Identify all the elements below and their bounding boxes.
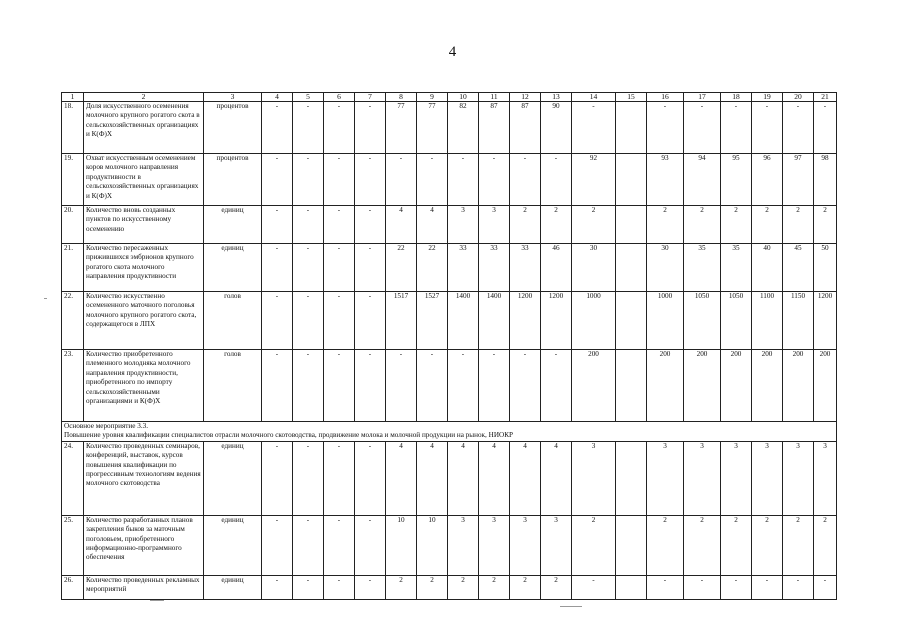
unit-cell: единиц [204,515,262,575]
value-cell: 33 [448,244,479,292]
value-cell: - [262,350,293,422]
header-cell: 19 [752,93,783,102]
header-cell: 21 [814,93,837,102]
value-cell: 4 [417,441,448,515]
value-cell: - [324,206,355,244]
row-number: 18. [62,102,84,154]
value-cell: - [479,154,510,206]
value-cell: - [293,206,324,244]
value-cell: - [386,350,417,422]
value-cell: 87 [479,102,510,154]
value-cell: 77 [417,102,448,154]
value-cell: - [541,154,572,206]
value-cell: 30 [572,244,616,292]
value-cell: 2 [510,575,541,599]
value-cell: - [417,154,448,206]
header-cell: 5 [293,93,324,102]
value-cell: 87 [510,102,541,154]
section-title: Основное мероприятие 3.3. [64,422,149,430]
value-cell: 10 [386,515,417,575]
header-cell: 20 [783,93,814,102]
value-cell: 2 [647,206,684,244]
value-cell: 98 [814,154,837,206]
value-cell: 1150 [783,292,814,350]
value-cell: 1517 [386,292,417,350]
value-cell: 4 [417,206,448,244]
row-number: 23. [62,350,84,422]
table-row [62,575,837,599]
unit-cell: единиц [204,441,262,515]
value-cell: 92 [572,154,616,206]
value-cell: - [324,102,355,154]
value-cell: - [355,244,386,292]
value-cell: 3 [647,441,684,515]
value-cell: - [355,575,386,599]
value-cell: - [355,350,386,422]
scan-artifact [150,600,164,601]
value-cell: - [479,350,510,422]
value-cell [616,292,647,350]
value-cell: 2 [684,206,721,244]
row-number: 20. [62,206,84,244]
value-cell: 4 [479,441,510,515]
header-cell: 6 [324,93,355,102]
value-cell: 4 [541,441,572,515]
value-cell: 2 [510,206,541,244]
indicator-name: Количество искусственно осемененного маточного поголовья молочного крупного рогатого скота, содержащегося в ЛПХ [84,292,204,350]
value-cell: 96 [752,154,783,206]
value-cell: 200 [684,350,721,422]
value-cell: 200 [647,350,684,422]
header-cell: 7 [355,93,386,102]
value-cell: 4 [386,206,417,244]
indicator-name: Количество вновь созданных пунктов по искусственному осеменению [84,206,204,244]
unit-cell: голов [204,350,262,422]
value-cell: - [293,350,324,422]
value-cell: - [324,575,355,599]
value-cell: 1200 [541,292,572,350]
header-cell: 3 [204,93,262,102]
value-cell: 2 [541,206,572,244]
value-cell: - [262,244,293,292]
value-cell: 40 [752,244,783,292]
value-cell: 2 [572,515,616,575]
header-cell: 15 [616,93,647,102]
value-cell: 3 [814,441,837,515]
value-cell: - [293,515,324,575]
value-cell: - [417,350,448,422]
value-cell: - [684,102,721,154]
value-cell: 3 [541,515,572,575]
header-cell: 8 [386,93,417,102]
table-body-top [62,93,837,422]
value-cell: 22 [386,244,417,292]
value-cell: 1100 [752,292,783,350]
value-cell: - [355,515,386,575]
value-cell: - [262,292,293,350]
value-cell: 2 [417,575,448,599]
value-cell: - [262,575,293,599]
table-row [62,350,837,422]
value-cell: - [324,441,355,515]
value-cell: 1400 [479,292,510,350]
value-cell [616,350,647,422]
value-cell: 46 [541,244,572,292]
value-cell [616,154,647,206]
header-cell: 16 [647,93,684,102]
value-cell: 200 [783,350,814,422]
value-cell: 2 [721,515,752,575]
value-cell: 4 [510,441,541,515]
value-cell: - [448,154,479,206]
value-cell: 2 [647,515,684,575]
value-cell [616,575,647,599]
value-cell: - [386,154,417,206]
value-cell: 200 [721,350,752,422]
value-cell: - [721,102,752,154]
value-cell: - [783,575,814,599]
value-cell: 1400 [448,292,479,350]
value-cell: - [293,441,324,515]
value-cell: 1000 [572,292,616,350]
value-cell: - [684,575,721,599]
value-cell: - [262,154,293,206]
header-cell: 12 [510,93,541,102]
value-cell: 97 [783,154,814,206]
value-cell: 2 [814,515,837,575]
value-cell: - [752,575,783,599]
value-cell: 2 [684,515,721,575]
value-cell: - [262,441,293,515]
header-cell: 17 [684,93,721,102]
value-cell: - [814,575,837,599]
scan-artifact [44,298,47,299]
value-cell: - [647,575,684,599]
value-cell: 10 [417,515,448,575]
value-cell: - [355,102,386,154]
value-cell: 2 [448,575,479,599]
table-row [62,244,837,292]
value-cell: 200 [814,350,837,422]
scan-artifact [560,606,582,607]
value-cell: 2 [783,206,814,244]
section-row [62,422,837,442]
value-cell: - [814,102,837,154]
value-cell: - [355,206,386,244]
value-cell: 93 [647,154,684,206]
value-cell: - [541,350,572,422]
value-cell: 1000 [647,292,684,350]
value-cell: - [572,102,616,154]
value-cell: 35 [684,244,721,292]
header-cell: 14 [572,93,616,102]
value-cell: - [510,154,541,206]
value-cell [616,206,647,244]
page-number: 4 [448,44,457,60]
value-cell: - [752,102,783,154]
table-row [62,441,837,515]
value-cell: 1050 [721,292,752,350]
value-cell: 33 [479,244,510,292]
section-description: Повышение уровня квалификации специалистов отрасли молочного скотоводства, продвижение молока и молочной продукции на рынок, НИОКР [64,431,513,440]
indicator-name: Количество разработанных планов закрепления быков за маточным поголовьем, приобретенного информационно-программного обеспечения [84,515,204,575]
value-cell [616,441,647,515]
value-cell: - [262,206,293,244]
table-row [62,206,837,244]
value-cell: 1527 [417,292,448,350]
value-cell: - [293,154,324,206]
unit-cell: единиц [204,244,262,292]
value-cell: - [324,515,355,575]
header-cell: 18 [721,93,752,102]
value-cell: 35 [721,244,752,292]
value-cell: 2 [752,515,783,575]
table-body-bottom [62,441,837,599]
header-cell: 9 [417,93,448,102]
value-cell: 2 [783,515,814,575]
value-cell: 1200 [814,292,837,350]
row-number: 21. [62,244,84,292]
value-cell [616,102,647,154]
value-cell: 33 [510,244,541,292]
value-cell: 30 [647,244,684,292]
row-number: 25. [62,515,84,575]
value-cell: 82 [448,102,479,154]
value-cell: - [293,292,324,350]
value-cell: 2 [572,206,616,244]
value-cell: - [572,575,616,599]
value-cell: 2 [479,575,510,599]
header-row [62,93,837,102]
indicator-name: Доля искусственного осеменения молочного крупного рогатого скота в сельскохозяйственных организациях и К(Ф)Х [84,102,204,154]
value-cell: 3 [721,441,752,515]
value-cell: - [721,575,752,599]
value-cell: 2 [752,206,783,244]
value-cell: - [355,154,386,206]
header-cell: 2 [84,93,204,102]
header-cell: 4 [262,93,293,102]
value-cell: 77 [386,102,417,154]
value-cell: 22 [417,244,448,292]
indicator-name: Количество пересаженных прижившихся эмбрионов крупного рогатого скота молочного направления продуктивности [84,244,204,292]
value-cell: 4 [386,441,417,515]
table-row [62,515,837,575]
indicator-name: Охват искусственным осеменением коров молочного направления продуктивности в сельскохозяйственных организациях и К(Ф)Х [84,154,204,206]
row-number: 19. [62,154,84,206]
unit-cell: единиц [204,575,262,599]
value-cell: 3 [448,206,479,244]
value-cell: 3 [479,515,510,575]
value-cell: 3 [510,515,541,575]
value-cell: 4 [448,441,479,515]
value-cell: - [324,350,355,422]
value-cell: 3 [572,441,616,515]
value-cell: 3 [684,441,721,515]
table-row [62,154,837,206]
header-cell: 13 [541,93,572,102]
value-cell: - [783,102,814,154]
row-number: 22. [62,292,84,350]
value-cell: 1200 [510,292,541,350]
value-cell: - [355,441,386,515]
value-cell: 90 [541,102,572,154]
table-row [62,292,837,350]
value-cell: 94 [684,154,721,206]
value-cell: - [262,102,293,154]
value-cell: 1050 [684,292,721,350]
indicator-name: Количество проведенных семинаров, конференций, выставок, курсов повышения квалификации по прогрессивным технологиям ведения молочного скотоводства [84,441,204,515]
indicators-table [61,92,837,600]
value-cell: - [324,292,355,350]
table-row [62,102,837,154]
value-cell: 3 [479,206,510,244]
value-cell: 2 [386,575,417,599]
section-cell [62,422,837,442]
value-cell: 50 [814,244,837,292]
indicator-name: Количество приобретенного племенного молодняка молочного направления продуктивности, приобретенного по импорту сельскохозяйственными организациями и К(Ф)Х [84,350,204,422]
value-cell: 3 [783,441,814,515]
unit-cell: процентов [204,154,262,206]
value-cell: - [647,102,684,154]
section-block [62,422,837,442]
value-cell: - [293,102,324,154]
value-cell: 200 [572,350,616,422]
row-number: 26. [62,575,84,599]
header-cell: 11 [479,93,510,102]
value-cell: 3 [752,441,783,515]
header-cell: 1 [62,93,84,102]
value-cell: 200 [752,350,783,422]
value-cell: 3 [448,515,479,575]
value-cell: - [262,515,293,575]
value-cell: - [324,244,355,292]
value-cell [616,244,647,292]
header-cell: 10 [448,93,479,102]
value-cell: - [355,292,386,350]
value-cell: 2 [721,206,752,244]
value-cell: 2 [541,575,572,599]
row-number: 24. [62,441,84,515]
unit-cell: единиц [204,206,262,244]
value-cell: 95 [721,154,752,206]
value-cell: 2 [814,206,837,244]
value-cell: - [293,244,324,292]
value-cell: - [324,154,355,206]
unit-cell: процентов [204,102,262,154]
indicator-name: Количество проведенных рекламных мероприятий [84,575,204,599]
value-cell: 45 [783,244,814,292]
value-cell: - [448,350,479,422]
value-cell [616,515,647,575]
value-cell: - [293,575,324,599]
value-cell: - [510,350,541,422]
unit-cell: голов [204,292,262,350]
